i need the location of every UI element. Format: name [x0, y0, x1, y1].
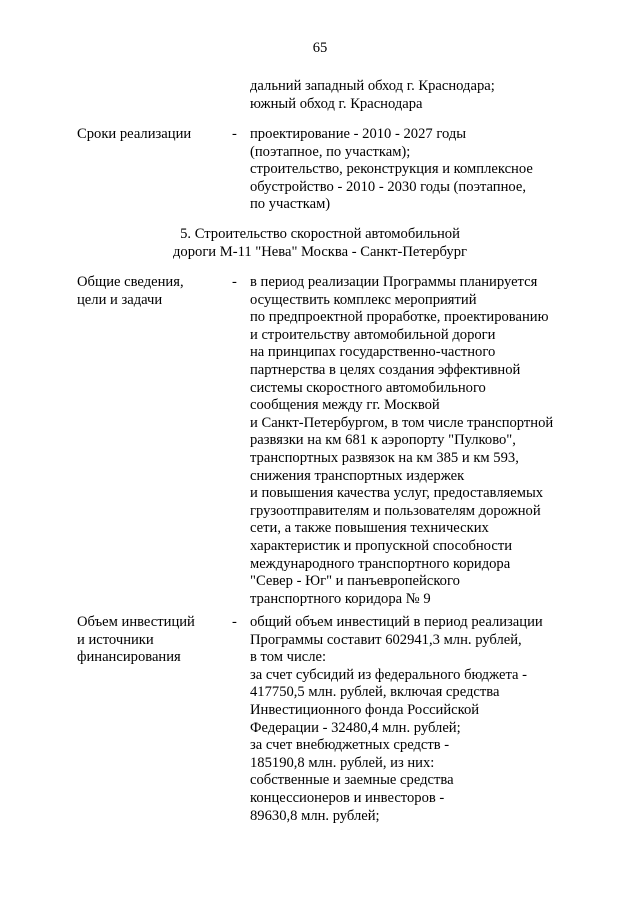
text-line: и строительству автомобильной дороги — [250, 326, 496, 343]
investment-label — [77, 614, 195, 667]
label-line: цели и задачи — [77, 291, 163, 308]
label-line: Объем инвестиций — [77, 614, 195, 630]
text-line: грузоотправителям и пользователям дорожной — [250, 502, 541, 519]
text-line: снижения транспортных издержек — [250, 467, 465, 484]
text-line: строительство, реконструкция и комплексное — [250, 161, 533, 178]
timing-content — [250, 126, 533, 214]
text-line: Федерации - 32480,4 млн. рублей; — [250, 719, 461, 736]
text-line: транспортного коридора № 9 — [250, 590, 431, 607]
text-line: за счет внебюджетных средств - — [250, 737, 450, 754]
label-line: Общие сведения, — [77, 274, 184, 290]
text-line: сети, а также повышения технических — [250, 520, 489, 537]
investment-content — [250, 614, 543, 825]
text-line: и Санкт-Петербургом, в том числе транспортной — [250, 414, 554, 431]
text-line: обустройство - 2010 - 2030 годы (поэтапное, — [250, 178, 527, 195]
text-line: транспортных развязок на км 385 и км 593, — [250, 449, 519, 466]
text-line: проектирование - 2010 - 2027 годы — [250, 126, 467, 142]
text-line: и повышения качества услуг, предоставляемых — [250, 485, 544, 502]
text-line: по участкам) — [250, 196, 331, 213]
text-line: 185190,8 млн. рублей, из них: — [250, 754, 435, 771]
text-line: на принципах государственно-частного — [250, 344, 496, 361]
text-line: концессионеров и инвесторов - — [250, 789, 445, 806]
general-content — [250, 274, 553, 608]
continuation-text — [250, 78, 495, 113]
row-dash: - — [232, 274, 237, 290]
text-line: (поэтапное, по участкам); — [250, 143, 411, 160]
text-line: системы скоростного автомобильного — [250, 379, 486, 396]
text-line: характеристик и пропускной способности — [250, 537, 513, 554]
text-line: осуществить комплекс мероприятий — [250, 291, 477, 308]
text-line: Программы составит 602941,3 млн. рублей, — [250, 631, 522, 648]
timing-label — [77, 126, 191, 144]
section-heading — [0, 226, 640, 261]
text-line: дальний западный обход г. Краснодара; — [250, 78, 495, 94]
label-line: финансирования — [77, 649, 181, 666]
heading-line: 5. Строительство скоростной автомобильной — [180, 226, 460, 242]
label-line: и источники — [77, 631, 154, 648]
text-line: общий объем инвестиций в период реализации — [250, 614, 543, 630]
row-dash: - — [232, 614, 237, 630]
general-label — [77, 274, 184, 309]
text-line: международного транспортного коридора — [250, 555, 511, 572]
text-line: в период реализации Программы планируется — [250, 274, 538, 290]
text-line: южный обход г. Краснодара — [250, 95, 423, 112]
text-line: 89630,8 млн. рублей; — [250, 807, 380, 824]
text-line: сообщения между гг. Москвой — [250, 397, 440, 414]
text-line: собственные и заемные средства — [250, 772, 454, 789]
text-line: развязки на км 681 к аэропорту "Пулково", — [250, 432, 516, 449]
row-dash: - — [232, 126, 237, 142]
heading-line: дороги М-11 "Нева" Москва - Санкт-Петербург — [173, 243, 467, 260]
text-line: Инвестиционного фонда Российской — [250, 701, 480, 718]
text-line: "Север - Юг" и панъевропейского — [250, 573, 460, 590]
text-line: по предпроектной проработке, проектированию — [250, 309, 549, 326]
text-line: в том числе: — [250, 649, 327, 666]
text-line: 417750,5 млн. рублей, включая средства — [250, 684, 500, 701]
text-line: за счет субсидий из федерального бюджета - — [250, 666, 528, 683]
label-line: Сроки реализации — [77, 126, 192, 142]
text-line: партнерства в целях создания эффективной — [250, 361, 521, 378]
page-number: 65 — [312, 40, 328, 56]
